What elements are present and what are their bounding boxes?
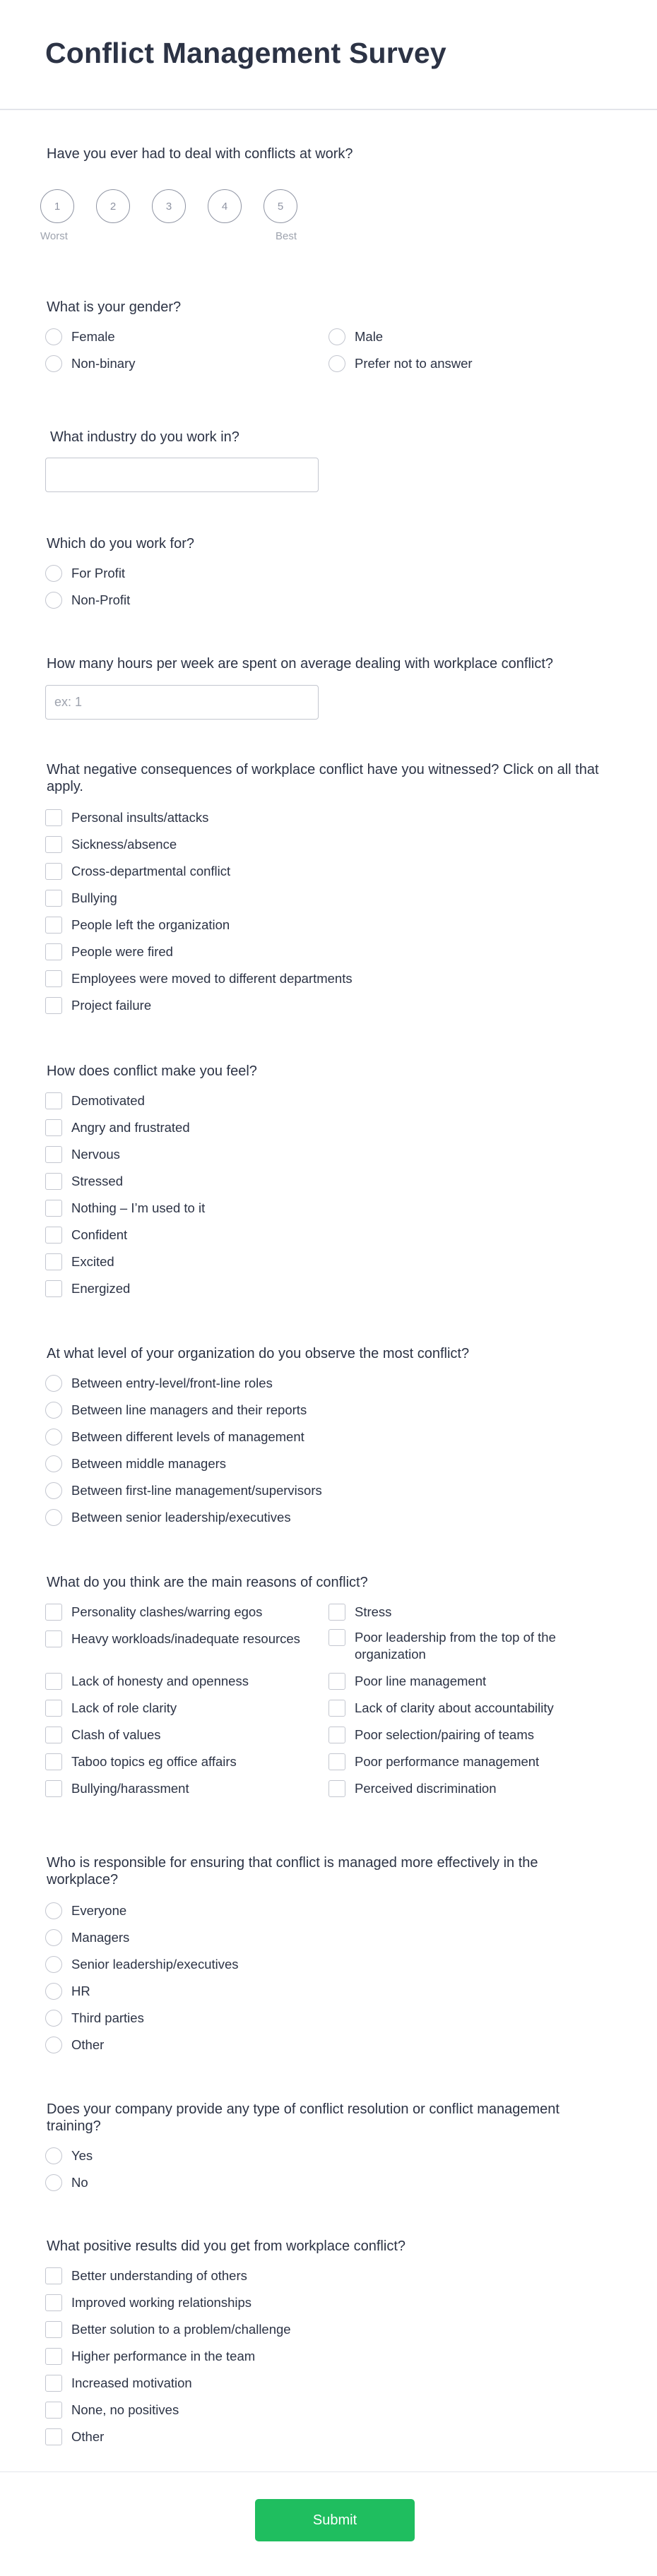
radio-hr[interactable] <box>45 1981 90 2001</box>
question-organization-level: At what level of your organization do you observe the most conflict? <box>47 1346 470 1361</box>
option-label: Demotivated <box>71 1093 145 1108</box>
option-label: Employees were moved to different departments <box>71 971 353 986</box>
radio-circle-icon[interactable] <box>45 2010 62 2027</box>
checkbox-icon[interactable] <box>45 1700 62 1717</box>
checkbox-personality-clashes[interactable] <box>45 1602 262 1622</box>
option-label: Increased motivation <box>71 2375 192 2390</box>
checkbox-higher-performance[interactable] <box>45 2347 255 2366</box>
checkbox-icon[interactable] <box>45 1146 62 1163</box>
checkbox-icon[interactable] <box>45 1604 62 1621</box>
option-label: Poor line management <box>355 1674 487 1688</box>
checkbox-icon[interactable] <box>45 890 62 907</box>
option-label: No <box>71 2175 88 2190</box>
option-label: Personality clashes/warring egos <box>71 1604 263 1619</box>
checkbox-nothing-used-to-it[interactable] <box>45 1198 205 1218</box>
checkbox-icon[interactable] <box>45 1227 62 1244</box>
option-label: Yes <box>71 2148 93 2163</box>
checkbox-better-understanding[interactable] <box>45 2266 247 2286</box>
radio-female[interactable] <box>45 327 115 347</box>
checkbox-icon[interactable] <box>45 2267 62 2284</box>
checkbox-icon[interactable] <box>328 1673 345 1690</box>
question-negative-consequences: What negative consequences of workplace conflict have you witnessed? Click on all that apply. <box>47 762 599 794</box>
radio-circle-icon[interactable] <box>45 328 62 345</box>
option-label: Between entry-level/front-line roles <box>71 1376 273 1390</box>
radio-circle-icon[interactable] <box>328 328 345 345</box>
option-label: Higher performance in the team <box>71 2349 256 2363</box>
radio-circle-icon[interactable] <box>45 1482 62 1499</box>
checkbox-perceived-discrimination[interactable] <box>328 1779 497 1799</box>
option-label: Between first-line management/supervisors <box>71 1483 322 1498</box>
radio-third-parties[interactable] <box>45 2008 144 2028</box>
option-label: People were fired <box>71 944 173 959</box>
checkbox-personal-insults[interactable] <box>45 808 208 828</box>
footer-divider <box>0 2471 657 2472</box>
hours-input[interactable] <box>45 685 319 720</box>
option-label: Female <box>71 329 115 344</box>
option-label: Managers <box>71 1930 130 1945</box>
checkbox-lack-accountability[interactable] <box>328 1698 554 1718</box>
radio-everyone[interactable] <box>45 1901 126 1921</box>
option-label: Clash of values <box>71 1727 161 1742</box>
checkbox-bullying-harassment[interactable] <box>45 1779 189 1799</box>
radio-circle-icon[interactable] <box>45 2037 62 2053</box>
option-label: Between line managers and their reports <box>71 1402 307 1417</box>
radio-circle-icon[interactable] <box>45 1402 62 1419</box>
option-label: Non-Profit <box>71 592 131 607</box>
checkbox-icon[interactable] <box>45 809 62 826</box>
radio-circle-icon[interactable] <box>45 2147 62 2164</box>
checkbox-confident[interactable] <box>45 1225 127 1245</box>
option-label: Perceived discrimination <box>355 1781 497 1796</box>
question-main-reasons: What do you think are the main reasons of conflict? <box>47 1575 368 1590</box>
radio-circle-icon[interactable] <box>45 1509 62 1526</box>
checkbox-icon[interactable] <box>45 2321 62 2338</box>
checkbox-icon[interactable] <box>45 1119 62 1136</box>
question-feelings: How does conflict make you feel? <box>47 1063 257 1079</box>
radio-circle-icon[interactable] <box>45 1929 62 1946</box>
industry-input[interactable] <box>45 458 319 492</box>
option-label: Stressed <box>71 1174 124 1188</box>
checkbox-demotivated[interactable] <box>45 1091 145 1111</box>
checkbox-icon[interactable] <box>45 1673 62 1690</box>
option-label: Personal insults/attacks <box>71 810 209 825</box>
checkbox-poor-team-selection[interactable] <box>328 1725 534 1745</box>
checkbox-icon[interactable] <box>328 1629 345 1646</box>
option-label: Sickness/absence <box>71 837 177 852</box>
checkbox-employees-moved[interactable] <box>45 969 353 989</box>
checkbox-better-solution[interactable] <box>45 2320 291 2339</box>
radio-circle-icon[interactable] <box>45 1983 62 2000</box>
checkbox-cross-departmental[interactable] <box>45 861 230 881</box>
option-label: Everyone <box>71 1903 127 1918</box>
option-label: Non-binary <box>71 356 136 371</box>
checkbox-project-failure[interactable] <box>45 996 151 1015</box>
checkbox-angry-frustrated[interactable] <box>45 1118 190 1138</box>
checkbox-icon[interactable] <box>45 1280 62 1297</box>
checkbox-improved-relationships[interactable] <box>45 2293 251 2313</box>
option-label: Between middle managers <box>71 1456 227 1471</box>
checkbox-other[interactable] <box>45 2427 104 2447</box>
checkbox-icon[interactable] <box>45 836 62 853</box>
radio-senior-leadership-executives[interactable] <box>45 1955 239 1974</box>
checkbox-clash-values[interactable] <box>45 1725 160 1745</box>
radio-for-profit[interactable] <box>45 564 125 583</box>
checkbox-icon[interactable] <box>45 863 62 880</box>
checkbox-icon[interactable] <box>45 2375 62 2392</box>
question-training: Does your company provide any type of conflict resolution or conflict management training? <box>47 2101 560 2134</box>
radio-entry-level[interactable] <box>45 1373 273 1393</box>
question-gender: What is your gender? <box>47 299 182 315</box>
radio-no[interactable] <box>45 2173 88 2193</box>
radio-managers[interactable] <box>45 1928 129 1948</box>
checkbox-icon[interactable] <box>45 2294 62 2311</box>
checkbox-energized[interactable] <box>45 1279 130 1299</box>
checkbox-heavy-workloads[interactable] <box>45 1629 300 1649</box>
radio-male[interactable] <box>328 327 383 347</box>
question-industry: What industry do you work in? <box>50 429 239 445</box>
checkbox-icon[interactable] <box>328 1780 345 1797</box>
checkbox-nervous[interactable] <box>45 1145 120 1164</box>
checkbox-icon[interactable] <box>45 1200 62 1217</box>
checkbox-icon[interactable] <box>45 917 62 934</box>
option-label: Angry and frustrated <box>71 1120 190 1135</box>
option-label: Senior leadership/executives <box>71 1957 239 1972</box>
checkbox-icon[interactable] <box>328 1753 345 1770</box>
radio-non-profit[interactable] <box>45 590 130 610</box>
option-label: Other <box>71 2429 105 2444</box>
checkbox-icon[interactable] <box>45 2348 62 2365</box>
radio-prefer-not-to-answer[interactable] <box>328 354 473 374</box>
checkbox-icon[interactable] <box>45 1780 62 1797</box>
checkbox-increased-motivation[interactable] <box>45 2373 192 2393</box>
radio-circle-icon[interactable] <box>45 1956 62 1973</box>
option-label: Taboo topics eg office affairs <box>71 1754 237 1769</box>
checkbox-poor-line-management[interactable] <box>328 1671 486 1691</box>
option-label: Between different levels of management <box>71 1429 304 1444</box>
rating-max-label: Best <box>276 230 297 242</box>
option-label: Prefer not to answer <box>355 356 473 371</box>
option-label: Male <box>355 329 384 344</box>
option-label: Poor leadership from the top of the organization <box>355 1630 556 1662</box>
radio-first-line-management[interactable] <box>45 1481 322 1501</box>
checkbox-icon[interactable] <box>45 1753 62 1770</box>
checkbox-icon[interactable] <box>328 1604 345 1621</box>
checkbox-people-fired[interactable] <box>45 942 173 962</box>
option-label: Improved working relationships <box>71 2295 252 2310</box>
option-label: Nervous <box>71 1147 120 1162</box>
radio-circle-icon[interactable] <box>45 355 62 372</box>
checkbox-stressed[interactable] <box>45 1171 123 1191</box>
option-label: Better solution to a problem/challenge <box>71 2322 291 2337</box>
radio-circle-icon[interactable] <box>328 355 345 372</box>
checkbox-icon[interactable] <box>328 1727 345 1743</box>
radio-different-levels[interactable] <box>45 1427 304 1447</box>
option-label: Better understanding of others <box>71 2268 247 2283</box>
checkbox-poor-leadership[interactable] <box>328 1629 588 1663</box>
option-label: Cross-departmental conflict <box>71 864 231 878</box>
radio-middle-managers[interactable] <box>45 1454 226 1474</box>
radio-circle-icon[interactable] <box>45 2174 62 2191</box>
option-label: Other <box>71 2037 105 2052</box>
rating-option-4[interactable]: 4 <box>208 189 242 223</box>
checkbox-stress[interactable] <box>328 1602 391 1622</box>
checkbox-none-no-positives[interactable] <box>45 2400 179 2420</box>
form-header <box>0 0 657 110</box>
rating-option-1[interactable]: 1 <box>40 189 74 223</box>
radio-senior-leadership[interactable] <box>45 1508 291 1527</box>
checkbox-lack-honesty[interactable] <box>45 1671 249 1691</box>
radio-circle-icon[interactable] <box>45 1455 62 1472</box>
option-label: Poor selection/pairing of teams <box>355 1727 534 1742</box>
checkbox-icon[interactable] <box>45 1173 62 1190</box>
option-label: Nothing – I’m used to it <box>71 1200 206 1215</box>
radio-circle-icon[interactable] <box>45 1902 62 1919</box>
option-label: HR <box>71 1984 90 1998</box>
checkbox-icon[interactable] <box>45 2428 62 2445</box>
radio-circle-icon[interactable] <box>45 1429 62 1445</box>
checkbox-icon[interactable] <box>45 1630 62 1647</box>
option-label: Lack of clarity about accountability <box>355 1700 554 1715</box>
question-hours-per-week: How many hours per week are spent on average dealing with workplace conflict? <box>47 656 554 672</box>
option-label: Confident <box>71 1227 128 1242</box>
rating-min-label: Worst <box>40 230 68 242</box>
form-title: Conflict Management Survey <box>45 37 446 69</box>
radio-other[interactable] <box>45 2035 104 2055</box>
question-conflict-experience: Have you ever had to deal with conflicts at work? <box>47 146 353 162</box>
checkbox-lack-role-clarity[interactable] <box>45 1698 177 1718</box>
option-label: Poor performance management <box>355 1754 540 1769</box>
checkbox-icon[interactable] <box>45 970 62 987</box>
checkbox-icon[interactable] <box>45 1092 62 1109</box>
checkbox-icon[interactable] <box>328 1700 345 1717</box>
checkbox-excited[interactable] <box>45 1252 114 1272</box>
option-label: Project failure <box>71 998 152 1013</box>
option-label: Stress <box>355 1604 392 1619</box>
option-label: Bullying/harassment <box>71 1781 189 1796</box>
rating-option-5[interactable]: 5 <box>264 189 297 223</box>
option-label: Lack of honesty and openness <box>71 1674 249 1688</box>
rating-option-3[interactable]: 3 <box>152 189 186 223</box>
option-label: None, no positives <box>71 2402 179 2417</box>
checkbox-people-left[interactable] <box>45 915 230 935</box>
checkbox-icon[interactable] <box>45 943 62 960</box>
checkbox-sickness-absence[interactable] <box>45 835 177 854</box>
option-label: Heavy workloads/inadequate resources <box>71 1631 300 1646</box>
checkbox-bullying[interactable] <box>45 888 117 908</box>
question-work-for: Which do you work for? <box>47 536 194 551</box>
rating-option-2[interactable]: 2 <box>96 189 130 223</box>
rating-scale <box>40 189 323 253</box>
question-responsible: Who is responsible for ensuring that conflict is managed more effectively in the workplace? <box>47 1855 538 1888</box>
checkbox-icon[interactable] <box>45 1727 62 1743</box>
checkbox-taboo-topics[interactable] <box>45 1752 237 1772</box>
radio-circle-icon[interactable] <box>45 592 62 609</box>
checkbox-icon[interactable] <box>45 2402 62 2419</box>
option-label: Third parties <box>71 2010 144 2025</box>
radio-yes[interactable] <box>45 2146 93 2166</box>
option-label: For Profit <box>71 566 126 580</box>
option-label: Energized <box>71 1281 131 1296</box>
radio-circle-icon[interactable] <box>45 565 62 582</box>
option-label: Excited <box>71 1254 114 1269</box>
radio-non-binary[interactable] <box>45 354 136 374</box>
checkbox-poor-performance-management[interactable] <box>328 1752 539 1772</box>
radio-circle-icon[interactable] <box>45 1375 62 1392</box>
checkbox-icon[interactable] <box>45 1253 62 1270</box>
option-label: Between senior leadership/executives <box>71 1510 291 1525</box>
option-label: People left the organization <box>71 917 230 932</box>
question-positive-results: What positive results did you get from workplace conflict? <box>47 2238 406 2254</box>
radio-line-managers[interactable] <box>45 1400 307 1420</box>
submit-button[interactable]: Submit <box>255 2499 415 2541</box>
checkbox-icon[interactable] <box>45 997 62 1014</box>
option-label: Lack of role clarity <box>71 1700 177 1715</box>
option-label: Bullying <box>71 890 117 905</box>
